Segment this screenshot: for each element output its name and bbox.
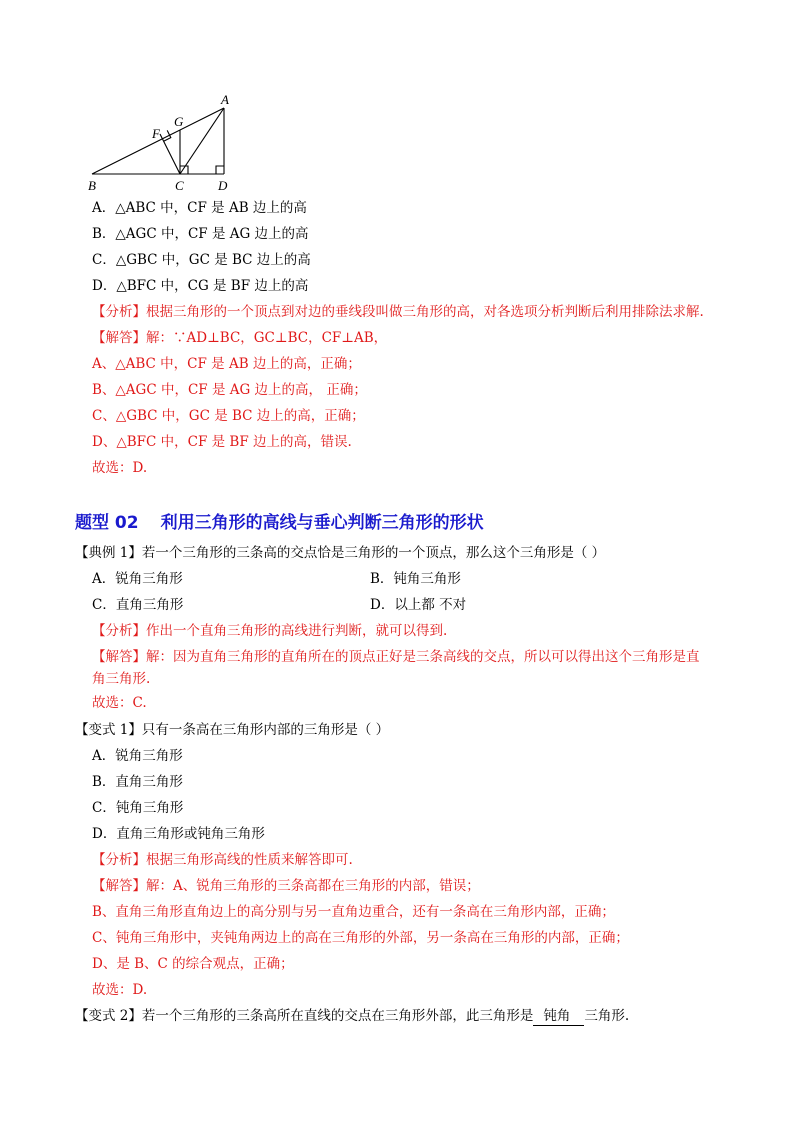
segment-CF: [160, 134, 180, 174]
q1-answer-line: A、△ABC 中，CF 是 AB 边上的高，正确；: [92, 356, 361, 372]
label-B: B: [88, 178, 96, 193]
var1-analysis: 【分析】根据三角形高线的性质来解答即可.: [92, 852, 353, 868]
segment-BA: [92, 108, 224, 174]
right-angle-D: [216, 166, 224, 174]
var1-option-d: D．直角三角形或钝角三角形: [92, 826, 265, 842]
q1-option-b: B．△AGC 中，CF 是 AG 边上的高: [92, 226, 309, 242]
section-name: 利用三角形的高线与垂心判断三角形的形状: [160, 513, 484, 533]
q1-answer-line: D、△BFC 中，CF 是 BF 边上的高，错误.: [92, 434, 352, 450]
var2-stem-after: 三角形.: [584, 1008, 630, 1024]
var1-answer-line: 【解答】解：A、锐角三角形的三条高都在三角形的内部，错误；: [92, 878, 480, 894]
ex1-option-b: B．钝角三角形: [370, 571, 461, 587]
ex1-answer-line: 角三角形.: [92, 671, 151, 687]
label-F: F: [152, 126, 160, 141]
var1-answer-line: D、是 B、C 的综合观点，正确；: [92, 956, 294, 972]
segment-AC: [180, 108, 224, 174]
section-title: [75, 508, 484, 533]
var1-option-b: B．直角三角形: [92, 774, 183, 790]
q1-choose: 故选：D.: [92, 460, 148, 476]
label-A: A: [221, 92, 229, 107]
ex1-stem: 【典例 1】若一个三角形的三条高的交点恰是三角形的一个顶点，那么这个三角形是（ ）: [75, 545, 606, 561]
ex1-option-c: C．直角三角形: [92, 597, 184, 613]
var2-answer-blank: 钝角: [533, 1007, 584, 1026]
ex1-option-d: D．以上都 不对: [370, 597, 467, 613]
ex1-analysis: 【分析】作出一个直角三角形的高线进行判断，就可以得到.: [92, 623, 448, 639]
ex1-answer-line: 【解答】解：因为直角三角形的直角所在的顶点正好是三条高线的交点，所以可以得出这个三角形是直: [92, 649, 700, 665]
q1-option-c: C．△GBC 中，GC 是 BC 边上的高: [92, 252, 311, 268]
label-D: D: [218, 178, 228, 193]
q1-option-d: D．△BFC 中，CG 是 BF 边上的高: [92, 278, 309, 294]
q1-answer-line: 【解答】解：∵AD⊥BC，GC⊥BC，CF⊥AB，: [92, 330, 388, 346]
var2-stem-before: 【变式 2】若一个三角形的三条高所在直线的交点在三角形外部，此三角形是: [75, 1008, 534, 1024]
var1-answer-line: B、直角三角形直角边上的高分别与另一直角边重合，还有一条高在三角形内部，正确；: [92, 904, 615, 920]
var1-choose: 故选：D.: [92, 982, 148, 998]
label-C: C: [175, 178, 184, 193]
q1-answer-line: C、△GBC 中，GC 是 BC 边上的高，正确；: [92, 408, 365, 424]
var2-stem: [75, 1007, 629, 1026]
var1-stem: 【变式 1】只有一条高在三角形内部的三角形是（ ）: [75, 722, 390, 738]
var1-answer-line: C、钝角三角形中，夹钝角两边上的高在三角形的外部，另一条高在三角形的内部，正确；: [92, 930, 629, 946]
q1-analysis: 【分析】根据三角形的一个顶点到对边的垂线段叫做三角形的高，对各选项分析判断后利用排除法求解.: [92, 304, 704, 320]
label-G: G: [174, 114, 184, 129]
q1-answer-line: B、△AGC 中，CF 是 AG 边上的高， 正确；: [92, 382, 367, 398]
var1-option-c: C．钝角三角形: [92, 800, 184, 816]
q1-option-a: A．△ABC 中，CF 是 AB 边上的高: [92, 200, 307, 216]
triangle-figure: [0, 0, 800, 200]
section-number: 题型 02: [75, 513, 139, 533]
ex1-choose: 故选：C.: [92, 695, 147, 711]
ex1-option-a: A．锐角三角形: [92, 571, 183, 587]
var1-option-a: A．锐角三角形: [92, 748, 183, 764]
